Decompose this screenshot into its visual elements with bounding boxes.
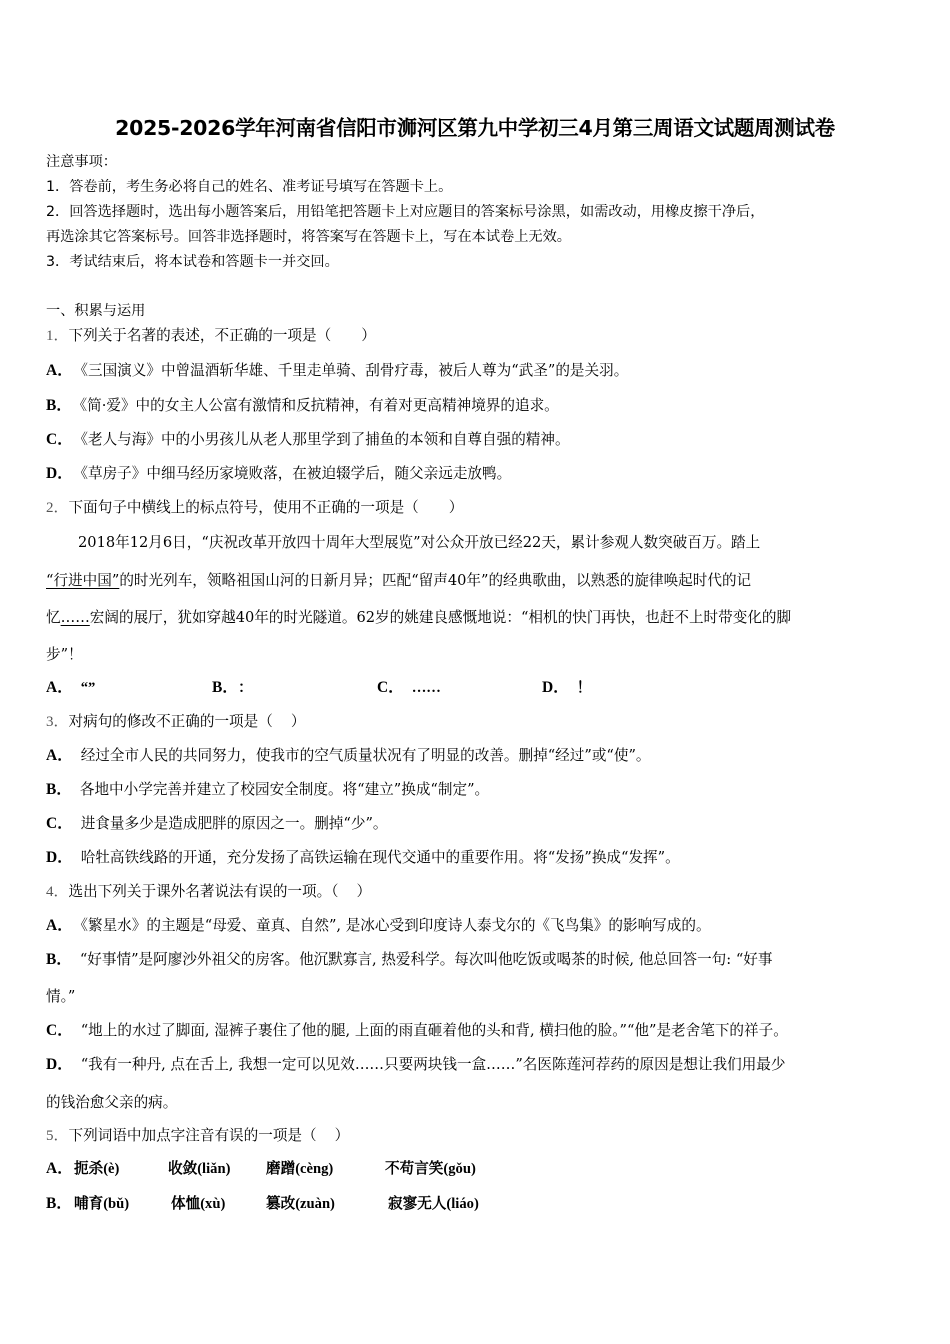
option-text: 《繁星水》的主题是“母爱、童真、自然”, 是冰心受到印度诗人泰戈尔的《飞鸟集》的影响写成的。 — [80, 917, 711, 934]
word-item: 寂寥无人(liáo) — [388, 1196, 479, 1212]
option-label: A． — [46, 679, 73, 696]
question-2-option-d — [542, 678, 591, 698]
option-label: A． — [46, 917, 73, 934]
question-3-option-b — [46, 780, 489, 800]
option-text: 《三国演义》中曾温酒斩华雄、千里走单骑、刮骨疗毒，被后人尊为“武圣”的是关羽。 — [80, 362, 629, 379]
option-label: C． — [377, 679, 404, 696]
question-3-stem: 3．对病句的修改不正确的一项是（ ） — [46, 713, 306, 730]
option-label: B． — [46, 1195, 72, 1212]
question-1-option-b — [46, 396, 559, 416]
option-text: …… — [411, 680, 441, 696]
word-item: 扼杀(è) — [74, 1161, 120, 1177]
option-label: C． — [46, 1022, 73, 1039]
notice-item-2-continued: 再选涂其它答案标号。回答非选择题时，将答案写在答题卡上，写在本试卷上无效。 — [46, 229, 571, 245]
option-label: B． — [46, 951, 72, 968]
option-label: D． — [46, 465, 73, 482]
option-label: C． — [46, 815, 73, 832]
question-4-option-d-continued: 的钱治愈父亲的病。 — [46, 1094, 178, 1111]
question-stem-text: 对病句的修改不正确的一项是（ — [68, 713, 273, 730]
question-4-stem: 4．选出下列关于课外名著说法有误的一项。（ ） — [46, 883, 372, 900]
option-label: A． — [46, 747, 73, 764]
question-4-option-a — [46, 916, 711, 936]
question-stem-text: 选出下列关于课外名著说法有误的一项。（ — [68, 883, 339, 900]
document-title: 2025-2026学年河南省信阳市浉河区第九中学初三4月第三周语文试题周测试卷 — [115, 116, 835, 140]
word-item: 不苟言笑(gǒu) — [385, 1161, 476, 1177]
passage-line-1: 2018年12月6日，“庆祝改革开放四十周年大型展览”对公众开放已经22天，累计参观人数突破百万。踏上 — [78, 534, 761, 551]
notice-item-1: 1．答卷前，考生务必将自己的姓名、准考证号填写在答题卡上。 — [46, 179, 453, 195]
option-text: 各地中小学完善并建立了校园安全制度。将“建立”换成“制定”。 — [79, 781, 490, 798]
word-item: 磨蹭(cèng) — [266, 1161, 334, 1177]
option-text: “地上的水过了脚面, 湿裤子裹住了他的腿, 上面的雨直砸着他的头和背, 横扫他的脸。”“他”是老舍笔下的祥子。 — [80, 1022, 788, 1039]
option-text: 《简·爱》中的女主人公富有激情和反抗精神，有着对更高精神境界的追求。 — [79, 397, 559, 414]
notice-item-2: 2．回答选择题时，选出每小题答案后，用铅笔把答题卡上对应题目的答案标号涂黑，如需改动，用橡皮擦干净后， — [46, 204, 765, 220]
option-text: 《草房子》中细马经历家境败落，在被迫辍学后，随父亲远走放鸭。 — [80, 465, 512, 482]
question-1-option-a — [46, 361, 628, 381]
option-label: B． — [46, 397, 72, 414]
passage-line-2: “行进中国”的时光列车，领略祖国山河的日新月异；匹配“留声40年”的经典歌曲，以熟悉的旋律唤起时代的记 — [46, 572, 752, 589]
passage-line-4: 步”！ — [46, 646, 83, 663]
notice-item-3: 3．考试结束后，将本试卷和答题卡一并交回。 — [46, 254, 339, 270]
option-label: C． — [46, 431, 73, 448]
option-label: A． — [46, 1160, 73, 1177]
question-stem-text: 下面句子中横线上的标点符号，使用不正确的一项是（ — [68, 499, 419, 516]
option-label: D． — [542, 679, 569, 696]
question-4-option-b-continued: 情。” — [46, 988, 76, 1005]
question-2-option-a — [46, 678, 95, 698]
option-text: 经过全市人民的共同努力，使我市的空气质量状况有了明显的改善。删掉“经过”或“使”。 — [80, 747, 651, 764]
underlined-punctuation-ellipsis: …… — [60, 609, 90, 626]
question-4-option-c — [46, 1021, 788, 1041]
option-label: D． — [46, 1056, 73, 1073]
question-2-stem: 2．下面句子中横线上的标点符号，使用不正确的一项是（ ） — [46, 499, 464, 516]
question-2-option-b — [212, 678, 253, 698]
question-stem-text: 下列关于名著的表述，不正确的一项是（ — [68, 327, 332, 344]
question-3-option-c — [46, 814, 388, 834]
question-3-option-d — [46, 848, 680, 868]
underlined-punctuation-quotes: “行进中国” — [46, 572, 120, 589]
question-1-stem: 1．下列关于名著的表述，不正确的一项是（ ） — [46, 327, 376, 344]
question-stem-text: 下列词语中加点字注音有误的一项是（ — [68, 1127, 317, 1144]
option-label: B． — [212, 679, 231, 696]
word-item: 体恤(xù) — [171, 1196, 226, 1212]
question-number: 1． — [46, 328, 69, 344]
option-text: 进食量多少是造成肥胖的原因之一。删掉“少”。 — [80, 815, 388, 832]
option-text: 哈牡高铁线路的开通，充分发扬了高铁运输在现代交通中的重要作用。将“发扬”换成“发挥”。 — [80, 849, 680, 866]
word-item: 篡改(zuàn) — [266, 1196, 335, 1212]
question-number: 2． — [46, 500, 69, 516]
option-text: “好事情”是阿廖沙外祖父的房客。他沉默寡言, 热爱科学。每次叫他吃饭或喝茶的时候, 他总回答一句: “好事 — [79, 951, 773, 968]
option-label: B． — [46, 781, 72, 798]
question-4-option-b — [46, 950, 772, 970]
option-text: “我有一种丹, 点在舌上, 我想一定可以见效……只要两块钱一盒……”名医陈莲河荐药的原因是想让我们用最少 — [80, 1056, 786, 1073]
option-text: ： — [238, 680, 253, 696]
option-text: “” — [80, 680, 96, 696]
word-item: 哺育(bǔ) — [74, 1196, 130, 1212]
question-5-stem: 5．下列词语中加点字注音有误的一项是（ ） — [46, 1127, 350, 1144]
passage-line-3: 忆……宏阔的展厅，犹如穿越40年的时光隧道。62岁的姚建良感慨地说：“相机的快门再快，也赶不上时带变化的脚 — [46, 609, 792, 626]
question-number: 4． — [46, 884, 69, 900]
question-2-option-c — [377, 678, 441, 698]
section-heading: 一、积累与运用 — [46, 303, 146, 319]
option-label: A． — [46, 362, 73, 379]
option-text: ！ — [576, 680, 592, 696]
option-text: 《老人与海》中的小男孩儿从老人那里学到了捕鱼的本领和自尊自强的精神。 — [80, 431, 570, 448]
question-1-option-d — [46, 464, 511, 484]
question-4-option-d — [46, 1055, 786, 1075]
word-item: 收敛(liǎn) — [168, 1161, 231, 1177]
question-1-option-c — [46, 430, 570, 450]
question-number: 5． — [46, 1128, 69, 1144]
question-3-option-a — [46, 746, 651, 766]
question-number: 3． — [46, 714, 69, 730]
notice-heading: 注意事项： — [46, 154, 117, 170]
option-label: D． — [46, 849, 73, 866]
